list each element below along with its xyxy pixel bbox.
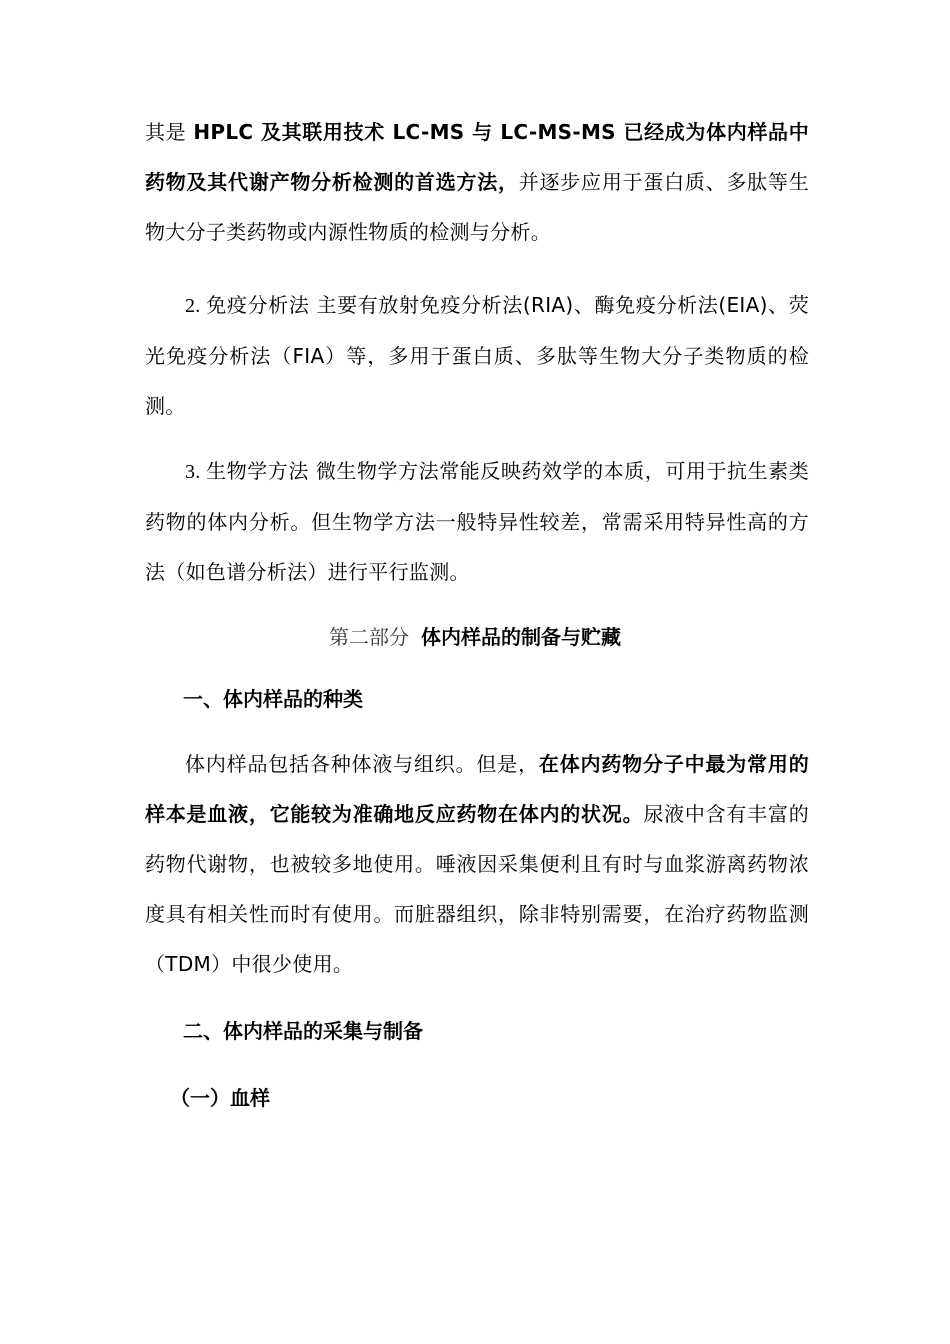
paragraph-lcms (145, 107, 809, 257)
section-heading-collection: 二、体内样品的采集与制备 (183, 1019, 423, 1043)
paragraph-biological-method (145, 446, 809, 597)
paragraph-lcms-lead: 其是 (145, 120, 194, 144)
paragraph-lcms-tail: 并逐步应用于蛋白质、多肽等生物大分子类药物或内源性物质的检测与分析。 (145, 170, 810, 244)
paragraph-lcms-bold: HPLC 及其联用技术 LC-MS 与 LC-MS-MS 已经成为体内样品中药物及其代谢产物分析检测的首选方法， (145, 120, 809, 194)
section-heading-sample-types: 一、体内样品的种类 (183, 687, 363, 711)
paragraph-sample-types-tail: 尿液中含有丰富的药物代谢物，也被较多地使用。唾液因采集便利且有时与血浆游离药物浓度具有相关性而时有使用。而脏器组织，除非特别需要，在治疗药物监测（TDM）中很少使用。 (145, 802, 809, 976)
subsection-heading-blood: （一）血样 (170, 1086, 270, 1110)
part-title-text: 体内样品的制备与贮藏 (421, 625, 621, 649)
paragraph-immunoassay-number: 2. (185, 295, 207, 317)
paragraph-biological-number: 3. (185, 461, 207, 483)
paragraph-immunoassay-text: 免疫分析法 主要有放射免疫分析法(RIA)、酶免疫分析法(EIA)、荧光免疫分析法（FIA）等，多用于蛋白质、多肽等生物大分子类物质的检测。 (145, 293, 809, 418)
paragraph-sample-types (145, 739, 809, 989)
part-label: 第二部分 (329, 627, 409, 649)
paragraph-sample-types-bold: 在体内药物分子中最为常用的样本是血液，它能较为准确地反应药物在体内的状况。 (145, 752, 809, 826)
paragraph-sample-types-lead: 体内样品包括各种体液与组织。但是， (185, 752, 539, 776)
part-title (0, 622, 950, 653)
paragraph-immunoassay (145, 280, 809, 431)
paragraph-biological-text: 生物学方法 微生物学方法常能反映药效学的本质，可用于抗生素类药物的体内分析。但生物学方法一般特异性较差，常需采用特异性高的方法（如色谱分析法）进行平行监测。 (145, 459, 810, 584)
